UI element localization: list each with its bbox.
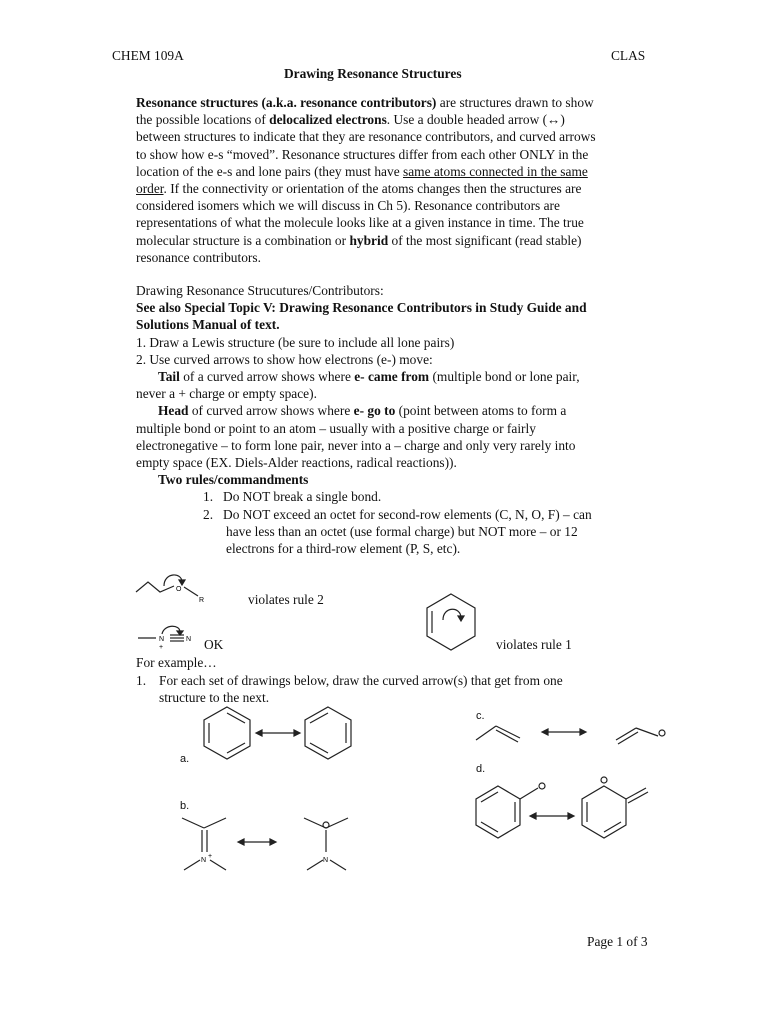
campus-code: CLAS bbox=[611, 48, 646, 63]
positive-charge-icon bbox=[659, 730, 665, 736]
violates-rule-1-label: violates rule 1 bbox=[496, 637, 572, 652]
example-b-structures bbox=[178, 812, 358, 876]
intro-text: to show how e-s “moved”. Resonance structures differ from each other ONLY in the bbox=[136, 146, 589, 162]
tail-text: (multiple bond or lone pair, bbox=[429, 369, 580, 385]
cyclohexene-ring bbox=[427, 594, 475, 650]
arrow-head bbox=[294, 730, 300, 736]
head-text: of curved arrow shows where bbox=[188, 403, 354, 419]
bond-line bbox=[326, 818, 348, 828]
head-text: multiple bond or point to an atom – usually with a positive charge or fairly bbox=[136, 420, 536, 436]
double-bond-line bbox=[604, 822, 621, 832]
section-heading: Drawing Resonance Strucutures/Contributors: bbox=[136, 283, 384, 298]
carbon-chain bbox=[136, 582, 174, 592]
bond-line bbox=[616, 728, 636, 740]
arrow-head bbox=[542, 729, 548, 735]
bond-line bbox=[210, 860, 226, 870]
bond-line bbox=[307, 860, 323, 870]
rule-2: have less than an octet (use formal charge) but NOT more – or 12 bbox=[226, 523, 578, 539]
bond-line bbox=[182, 818, 204, 828]
exocyclic-double-bond bbox=[628, 792, 648, 803]
curved-arrow-head bbox=[179, 580, 185, 585]
bond-line bbox=[184, 860, 200, 870]
question-text: For each set of drawings below, draw the curved arrow(s) that get from one bbox=[159, 673, 563, 688]
bond-line bbox=[636, 728, 658, 736]
rule-2: electrons for a third-row element (P, S, etc). bbox=[226, 541, 461, 557]
see-also-note: See also Special Topic V: Drawing Resonance Contributors in Study Guide and bbox=[136, 300, 587, 316]
example-c-structures bbox=[474, 720, 668, 744]
intro-term: Resonance structures (a.k.a. resonance contributors) bbox=[136, 95, 437, 110]
rules-heading: Two rules/commandments bbox=[158, 472, 309, 488]
arrow-head bbox=[256, 730, 262, 736]
bond-line bbox=[476, 726, 496, 740]
bond-line bbox=[304, 818, 326, 828]
intro-underlined: same atoms connected in the same bbox=[403, 163, 588, 179]
intro-term: delocalized electrons bbox=[269, 112, 387, 128]
label-b: b. bbox=[180, 800, 190, 812]
bond-line bbox=[520, 788, 538, 799]
see-also-note: Solutions Manual of text. bbox=[136, 317, 280, 333]
label-d: d. bbox=[476, 763, 486, 775]
curved-arrow bbox=[162, 626, 180, 634]
double-bond-line bbox=[481, 822, 498, 832]
intro-text: . Use a double headed arrow (↔) bbox=[386, 112, 565, 128]
charge-plus: + bbox=[159, 644, 164, 651]
positive-charge-icon bbox=[539, 783, 545, 789]
bond-line bbox=[204, 818, 226, 828]
rule-1: Do NOT break a single bond. bbox=[223, 489, 382, 505]
intro-text: location of the e-s and lone pairs (they must have bbox=[136, 163, 403, 179]
arrow-head bbox=[270, 839, 276, 845]
question-number: 1. bbox=[136, 673, 147, 688]
example-d-structures bbox=[472, 772, 662, 840]
arrow-head bbox=[530, 813, 536, 819]
atom-label-r: R bbox=[199, 597, 205, 604]
arrow-head bbox=[568, 813, 574, 819]
head-text: (point between atoms to form a bbox=[395, 403, 567, 419]
charge-plus: + bbox=[208, 853, 213, 860]
atom-label-o: O bbox=[176, 586, 182, 593]
positive-charge-icon bbox=[601, 777, 607, 783]
arrow-head bbox=[580, 729, 586, 735]
ether-structure bbox=[134, 570, 214, 604]
page-number: Page 1 of 3 bbox=[587, 934, 648, 949]
intro-text: between structures to indicate that they are resonance contributors, and curved arrows bbox=[136, 129, 596, 145]
double-bond-line bbox=[310, 713, 328, 723]
tail-text: never a + charge or empty space). bbox=[136, 386, 317, 402]
cyclohexene-structure bbox=[421, 590, 481, 654]
benzene-ring bbox=[476, 786, 520, 838]
head-term: Head bbox=[158, 403, 189, 419]
benzene-ring bbox=[204, 707, 250, 759]
o-r-bond bbox=[184, 587, 198, 596]
double-bond-line bbox=[481, 792, 498, 802]
method-section bbox=[136, 282, 656, 557]
rule-number: 2. bbox=[203, 506, 214, 522]
double-bond-line bbox=[227, 743, 245, 753]
step-2: 2. Use curved arrows to show how electrons (e-) move: bbox=[136, 351, 433, 367]
intro-text: representations of what the molecule looks like at a given instance in time. The true bbox=[136, 215, 584, 231]
atom-label-n: N bbox=[159, 636, 165, 643]
label-c: c. bbox=[476, 710, 485, 722]
curved-arrow bbox=[443, 609, 461, 620]
curved-arrow-head bbox=[458, 616, 464, 621]
intro-text: of the most significant (read stable) bbox=[388, 232, 582, 248]
example-a-benzene-pair bbox=[200, 705, 360, 763]
double-bond-line bbox=[227, 713, 245, 723]
head-text: electronegative – to form lone pair, never into a – charge and only very rarely into bbox=[136, 437, 576, 453]
double-bond-line bbox=[618, 732, 638, 744]
ok-label: OK bbox=[204, 637, 224, 652]
exocyclic-double-bond bbox=[626, 788, 646, 799]
course-code: CHEM 109A bbox=[112, 48, 184, 63]
atom-label-n: N bbox=[201, 857, 207, 864]
intro-text: . If the connectivity or orientation of the atoms changes then the structures are bbox=[163, 181, 582, 197]
intro-text: considered isomers which we will discuss in Ch 5). Resonance contributors are bbox=[136, 198, 560, 214]
intro-term: hybrid bbox=[349, 232, 389, 248]
intro-text: molecular structure is a combination or bbox=[136, 232, 350, 248]
intro-text: the possible locations of bbox=[136, 112, 270, 128]
atom-label-n: N bbox=[186, 636, 192, 643]
step-1: 1. Draw a Lewis structure (be sure to include all lone pairs) bbox=[136, 334, 455, 350]
double-bond-line bbox=[310, 743, 328, 753]
question-text: structure to the next. bbox=[159, 690, 270, 705]
intro-text: resonance contributors. bbox=[136, 249, 261, 265]
head-term: e- go to bbox=[353, 403, 396, 419]
bond-line bbox=[330, 860, 346, 870]
intro-text: are structures drawn to show bbox=[436, 95, 594, 110]
arrow-head bbox=[238, 839, 244, 845]
cyclohexadiene-ring bbox=[582, 786, 626, 838]
atom-label-n: N bbox=[323, 857, 329, 864]
rule-2: Do NOT exceed an octet for second-row elements (C, N, O, F) – can bbox=[223, 506, 592, 522]
intro-paragraph bbox=[136, 94, 656, 266]
rule-number: 1. bbox=[203, 489, 214, 505]
positive-charge-icon bbox=[323, 822, 329, 828]
benzene-ring bbox=[305, 707, 351, 759]
page-title: Drawing Resonance Structures bbox=[284, 66, 462, 81]
tail-term: Tail bbox=[158, 369, 180, 385]
tail-text: of a curved arrow shows where bbox=[179, 369, 355, 385]
nitrile-structure bbox=[136, 628, 200, 652]
intro-underlined: order bbox=[136, 181, 164, 197]
head-text: empty space (EX. Diels-Alder reactions, radical reactions)). bbox=[136, 455, 457, 471]
label-a: a. bbox=[180, 753, 190, 765]
violates-rule-2-label: violates rule 2 bbox=[248, 592, 324, 607]
for-example-label: For example… bbox=[136, 655, 217, 670]
tail-term: e- came from bbox=[354, 369, 430, 385]
